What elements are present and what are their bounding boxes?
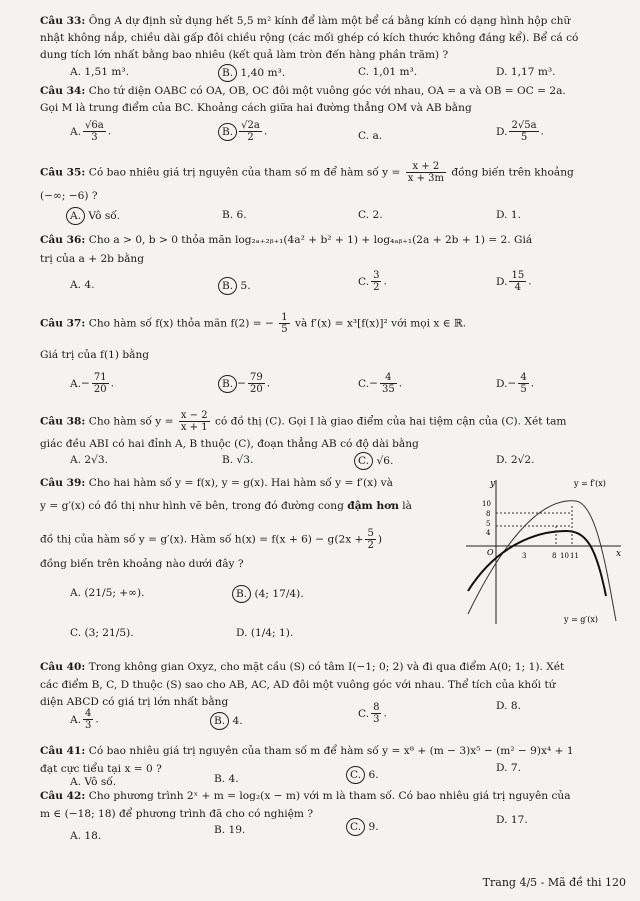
derivative-graph (456, 476, 626, 626)
option-d[interactable]: D. 17. (496, 814, 528, 826)
question-text: (−∞; −6) ? (40, 190, 98, 202)
question-text: có đồ thị (C). Gọi I là giao điểm của hai tiệm cận của (C). Xét tam (214, 415, 567, 428)
question-text: trị của a + 2b bằng (40, 253, 145, 265)
f-prime-curve (468, 501, 616, 621)
question-number: Câu 40: (40, 661, 86, 673)
question-text: Cho hàm số f(x) thỏa mãn f(2) = − (88, 317, 274, 330)
origin-label: O (487, 548, 494, 557)
question-number: Câu 34: (40, 85, 86, 97)
x-tick: 3 (522, 552, 527, 560)
option-d[interactable]: D. 2√2. (496, 454, 535, 466)
question-number: Câu 42: (40, 790, 86, 802)
y-axis-label: y (490, 479, 496, 489)
selected-answer-circle: C. (346, 818, 365, 836)
option-d[interactable]: D. 7. (496, 762, 521, 774)
question-number: Câu 39: (40, 477, 86, 489)
question-text: Cho a > 0, b > 0 thỏa mãn log₂ₐ₊₂ᵦ₊₁(4a² + b² + 1) + log₄ₐᵦ₊₁(2a + 2b + 1) = 2. Giá (88, 234, 533, 246)
question-number: Câu 38: (40, 415, 86, 428)
option-d[interactable]: D. 1,17 m³. (496, 66, 556, 78)
x-tick: 11 (570, 552, 579, 560)
option-b[interactable]: B. √3. (222, 454, 254, 466)
option-c[interactable]: C. $\frac{8}{3}$ . (358, 702, 387, 725)
question-text: Ông A dự định sử dụng hết 5,5 m² kính để làm một bể cá bằng kính có dạng hình hộp chữ (88, 15, 571, 27)
option-c[interactable]: C. 1,01 m³. (358, 66, 418, 78)
question-41 (40, 743, 626, 759)
option-c[interactable]: C. a. (358, 130, 383, 142)
question-text: y = g′(x) có đồ thị như hình vẽ bên, trong đó đường cong đậm hơn là (40, 500, 413, 512)
question-number: Câu 36: (40, 234, 86, 246)
option-d[interactable]: D. $\frac{15}{4}$ . (496, 270, 532, 293)
question-number: Câu 33: (40, 15, 86, 27)
question-text: Có bao nhiêu giá trị nguyên của tham số m để hàm số y = x⁸ + (m − 3)x⁵ − (m² − 9)x⁴ + 1 (88, 745, 574, 757)
option-c[interactable]: C. √6. (358, 452, 393, 470)
option-b[interactable]: B. 5. (222, 277, 251, 295)
question-text: đạt cực tiểu tại x = 0 ? (40, 763, 162, 775)
question-number: Câu 41: (40, 745, 86, 757)
f-curve-label: y = f′(x) (574, 479, 606, 488)
question-text: giác đều ABI có hai đỉnh A, B thuộc (C), đoạn thẳng AB có độ dài bằng (40, 438, 419, 450)
question-number: Câu 35: (40, 166, 86, 179)
selected-answer-circle: B. (218, 123, 237, 141)
option-a[interactable]: A.− $\frac{71}{20}$ . (70, 372, 115, 395)
y-tick: 5 (486, 520, 491, 528)
selected-answer-circle: B. (218, 64, 237, 82)
question-text: Cho hàm số y = (88, 415, 174, 428)
question-text: Có bao nhiêu giá trị nguyên của tham số m để hàm số y = (88, 166, 401, 179)
question-39 (40, 475, 450, 491)
selected-answer-circle: B. (218, 375, 237, 393)
option-a[interactable]: A. $\frac{√6a}{3}$ . (70, 120, 112, 143)
question-text: đồng biến trên khoảng (451, 166, 574, 179)
question-text: diện ABCD có giá trị lớn nhất bằng (40, 696, 229, 708)
question-text: và f′(x) = x³[f(x)]² với mọi x ∈ ℝ. (295, 317, 467, 330)
question-38: Câu 38: Cho hàm số y = $\frac{x - 2}{x + 1}$ có đồ thị (C). Gọi I là giao điểm của hai tiệm cận của (C). Xét tam (40, 410, 567, 433)
question-text: đồng biến trên khoảng nào dưới đây ? (40, 558, 244, 570)
question-42 (40, 788, 626, 804)
option-d[interactable]: D. 8. (496, 700, 521, 712)
option-c[interactable]: C. 6. (350, 766, 379, 784)
question-37: Câu 37: Cho hàm số f(x) thỏa mãn f(2) = − $\frac{1}{5}$ và f′(x) = x³[f(x)]² với mọi x ∈ ℝ. (40, 312, 467, 335)
option-a[interactable]: A. 18. (70, 830, 102, 842)
question-text: nhật không nắp, chiều dài gấp đôi chiều rộng (các mối ghép có kích thước không đáng kể). Bể cá có (40, 32, 579, 44)
option-b[interactable]: B. 1,40 m³. (222, 64, 285, 82)
option-c[interactable]: C. 9. (350, 818, 379, 836)
question-text: dung tích lớn nhất bằng bao nhiêu (kết quả làm tròn đến hàng phần trăm) ? (40, 49, 449, 61)
question-text: Cho tứ diện OABC có OA, OB, OC đôi một vuông góc với nhau, OA = a và OB = OC = 2a. (88, 85, 566, 97)
question-text: Trong không gian Oxyz, cho mặt cầu (S) có tâm I(−1; 0; 2) và đi qua điểm A(0; 1; 1). Xét (88, 661, 565, 673)
question-35: Câu 35: Có bao nhiêu giá trị nguyên của tham số m để hàm số y = $\frac{x + 2}{x + 3m}$ đồng biến trên khoảng (40, 161, 574, 184)
selected-answer-circle: C. (346, 766, 365, 784)
option-c[interactable]: C. (3; 21/5). (70, 627, 134, 639)
selected-answer-circle: C. (354, 452, 373, 470)
g-curve-label: y = g′(x) (564, 615, 598, 624)
y-tick: 10 (482, 500, 491, 508)
question-text: đồ thị của hàm số y = g′(x). Hàm số h(x) = f(x + 6) − g(2x + $\frac{5}{2}$ ) (40, 528, 382, 551)
option-d[interactable]: D. $\frac{2√5a}{5}$ . (496, 120, 544, 143)
option-a[interactable]: A. 4. (70, 279, 95, 291)
selected-answer-circle: B. (218, 277, 237, 295)
option-d[interactable]: D. (1/4; 1). (236, 627, 294, 639)
question-number: Câu 37: (40, 317, 86, 330)
x-tick: 8 (552, 552, 557, 560)
option-b[interactable]: B. (4; 17/4). (236, 585, 304, 603)
question-33 (40, 13, 626, 29)
selected-answer-circle: B. (210, 712, 229, 730)
x-tick: 10 (560, 552, 569, 560)
question-text: Cho hai hàm số y = f(x), y = g(x). Hai hàm số y = f′(x) và (88, 477, 393, 489)
selected-answer-circle: B. (232, 585, 251, 603)
y-tick: 4 (486, 529, 491, 537)
bold-emphasis: đậm hơn (347, 500, 399, 512)
selected-answer-circle: A. (66, 207, 85, 225)
question-text: Giá trị của f(1) bằng (40, 349, 150, 361)
question-text: Gọi M là trung điểm của BC. Khoảng cách giữa hai đường thẳng OM và AB bằng (40, 102, 472, 114)
option-c[interactable]: C.− $\frac{4}{35}$ . (358, 372, 403, 395)
option-b[interactable]: B. − $\frac{79}{20}$ . (222, 372, 270, 395)
option-b[interactable]: B. 4. (214, 773, 239, 785)
option-b[interactable]: B. 19. (214, 824, 246, 836)
option-a[interactable]: A. Vô số. (70, 207, 120, 225)
option-d[interactable]: D. 1. (496, 209, 521, 221)
option-a[interactable]: A. 1,51 m³. (70, 66, 130, 78)
page-footer: Trang 4/5 - Mã đề thi 120 (482, 876, 626, 889)
question-text: m ∈ (−18; 18) để phương trình đã cho có nghiệm ? (40, 808, 314, 820)
option-a[interactable]: A. (21/5; +∞). (70, 587, 145, 599)
option-a[interactable]: A. $\frac{4}{3}$ . (70, 708, 99, 731)
option-b[interactable]: B. 6. (222, 209, 247, 221)
option-a[interactable]: A. 2√3. (70, 454, 109, 466)
option-c[interactable]: C. 2. (358, 209, 383, 221)
g-prime-curve (468, 531, 606, 596)
question-36 (40, 232, 626, 248)
question-text: Cho phương trình 2ˣ + m = log₂(x − m) với m là tham số. Có bao nhiêu giá trị nguyên của (88, 790, 571, 802)
option-c[interactable]: C. $\frac{3}{2}$ . (358, 270, 387, 293)
option-d[interactable]: D.− $\frac{4}{5}$ . (496, 372, 535, 395)
option-b[interactable]: B. 4. (214, 712, 243, 730)
question-40 (40, 659, 626, 675)
question-text: các điểm B, C, D thuộc (S) sao cho AB, AC, AD đôi một vuông góc với nhau. Thể tích của khối tứ (40, 679, 556, 691)
option-b[interactable]: B. $\frac{√2a}{2}$ . (222, 120, 267, 143)
y-tick: 8 (486, 510, 491, 518)
question-34 (40, 83, 626, 99)
x-axis-label: x (616, 549, 622, 559)
option-a[interactable]: A. Vô số. (70, 776, 117, 788)
